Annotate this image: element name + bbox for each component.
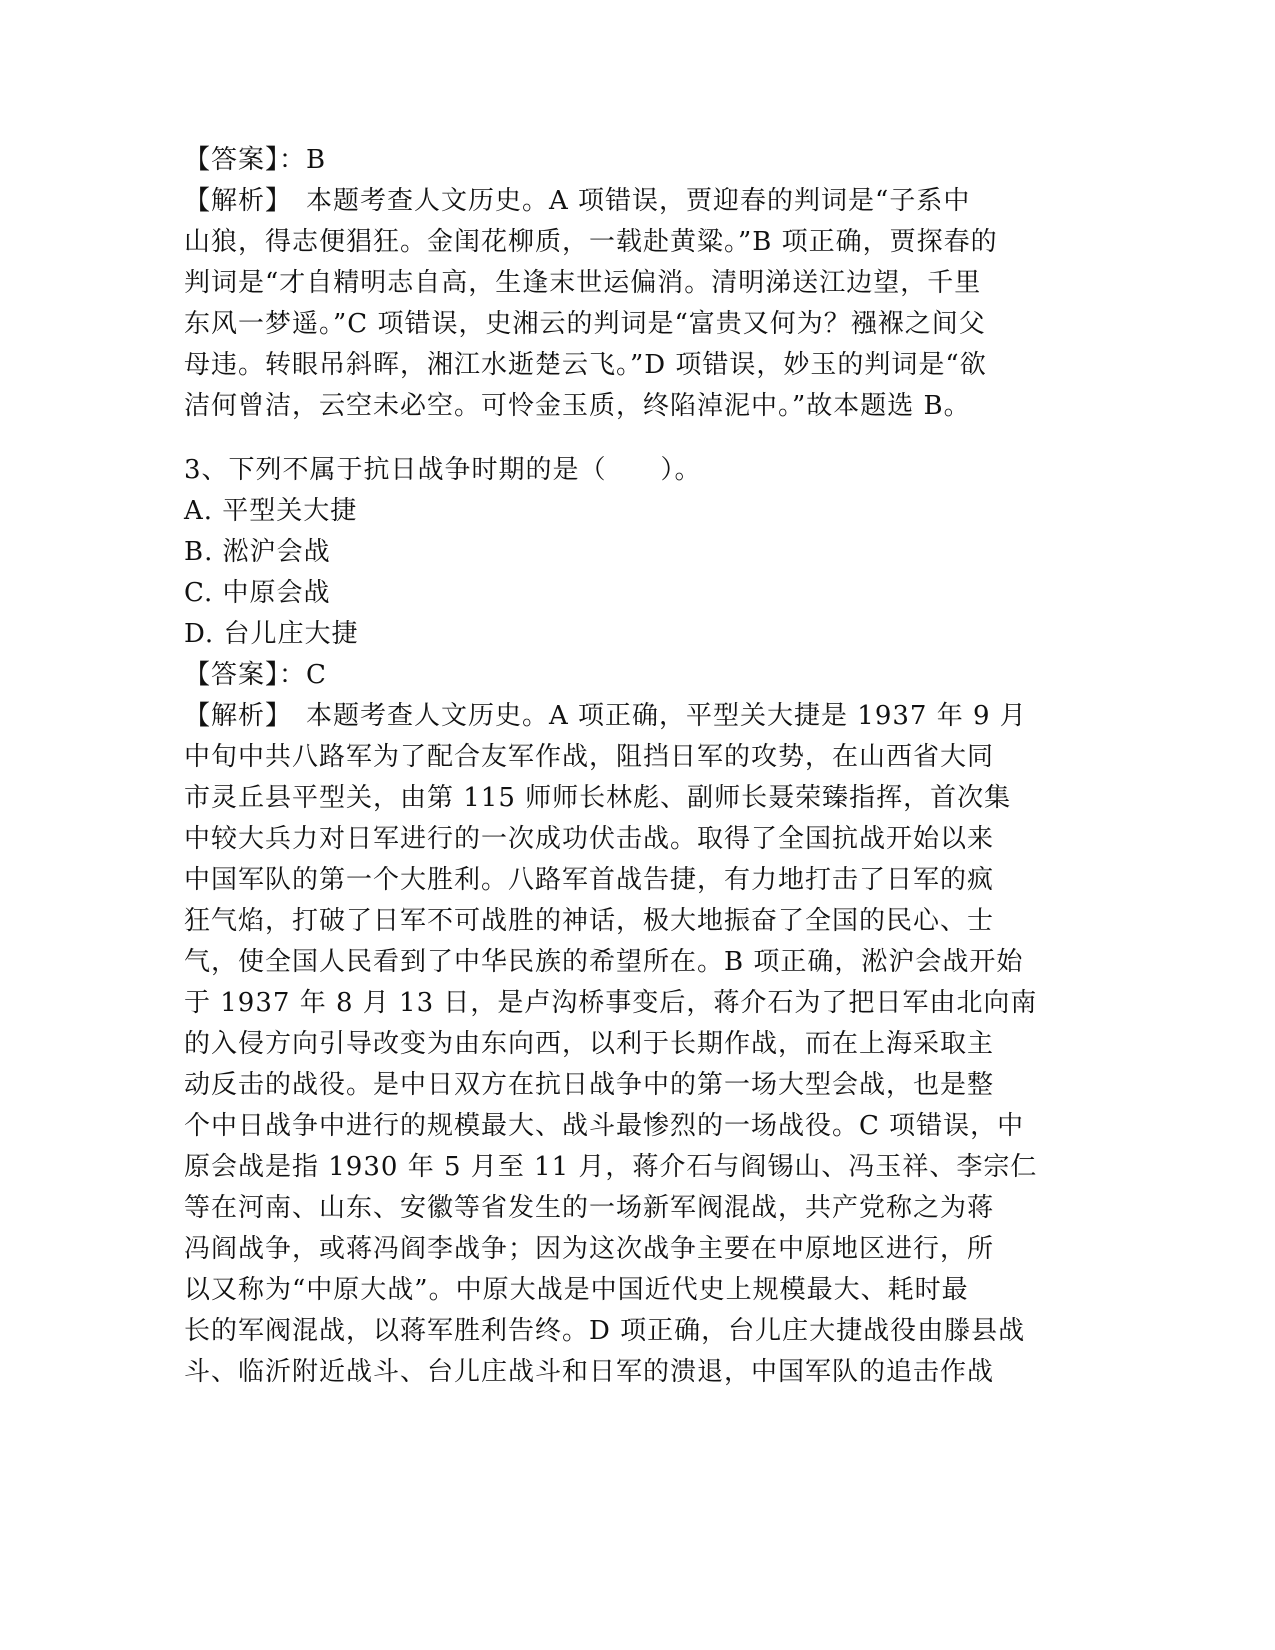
q3-analysis-line: 狂气焰，打破了日军不可战胜的神话，极大地振奋了全国的民心、士 — [184, 906, 995, 936]
q3-analysis-line: 动反击的战役。是中日双方在抗日战争中的第一场大型会战，也是整 — [184, 1070, 995, 1100]
q2-analysis-line: 母违。转眼吊斜晖，湘江水逝楚云飞。”D 项错误，妙玉的判词是“欲 — [184, 350, 987, 380]
q2-analysis-line: 【解析】 本题考查人文历史。A 项错误，贾迎春的判词是“子系中 — [184, 186, 971, 216]
q3-analysis-line: 等在河南、山东、安徽等省发生的一场新军阀混战，共产党称之为蒋 — [184, 1193, 995, 1223]
q3-option-d: D. 台儿庄大捷 — [184, 619, 359, 649]
q2-answer: 【答案】：B — [184, 145, 327, 175]
q2-analysis-line: 洁何曾洁，云空未必空。可怜金玉质，终陷淖泥中。”故本题选 B。 — [184, 391, 971, 421]
q3-option-c: C. 中原会战 — [184, 578, 331, 608]
q2-analysis-line: 判词是“才自精明志自高，生逢末世运偏消。清明涕送江边望，千里 — [184, 268, 982, 298]
q3-question: 3、下列不属于抗日战争时期的是（ ）。 — [184, 455, 702, 485]
q3-option-a: A. 平型关大捷 — [184, 496, 358, 526]
q3-analysis-line: 市灵丘县平型关，由第 115 师师长林彪、副师长聂荣臻指挥，首次集 — [184, 783, 1012, 813]
q3-analysis-line: 中旬中共八路军为了配合友军作战，阻挡日军的攻势，在山西省大同 — [184, 742, 995, 772]
q2-analysis-line: 东风一梦遥。”C 项错误，史湘云的判词是“富贵又何为？襁褓之间父 — [184, 309, 986, 339]
q2-analysis-line: 山狼，得志便猖狂。金闺花柳质，一载赴黄粱。”B 项正确，贾探春的 — [184, 227, 998, 257]
q3-analysis-line: 气，使全国人民看到了中华民族的希望所在。B 项正确，淞沪会战开始 — [184, 947, 1024, 977]
q3-analysis-line: 以又称为“中原大战”。中原大战是中国近代史上规模最大、耗时最 — [184, 1275, 969, 1305]
q3-analysis-line: 于 1937 年 8 月 13 日，是卢沟桥事变后，蒋介石为了把日军由北向南 — [184, 988, 1038, 1018]
q3-analysis-line: 个中日战争中进行的规模最大、战斗最惨烈的一场战役。C 项错误，中 — [184, 1111, 1025, 1141]
q3-analysis-line: 长的军阀混战，以蒋军胜利告终。D 项正确，台儿庄大捷战役由滕县战 — [184, 1316, 1026, 1346]
q3-analysis-line: 斗、临沂附近战斗、台儿庄战斗和日军的溃退，中国军队的追击作战 — [184, 1357, 995, 1387]
q3-analysis-line: 中较大兵力对日军进行的一次成功伏击战。取得了全国抗战开始以来 — [184, 824, 995, 854]
q3-analysis-line: 中国军队的第一个大胜利。八路军首战告捷，有力地打击了日军的疯 — [184, 865, 995, 895]
q3-option-b: B. 淞沪会战 — [184, 537, 331, 567]
q3-analysis-line: 冯阎战争，或蒋冯阎李战争；因为这次战争主要在中原地区进行，所 — [184, 1234, 995, 1264]
q3-analysis-line: 的入侵方向引导改变为由东向西，以利于长期作战，而在上海采取主 — [184, 1029, 995, 1059]
q3-answer: 【答案】：C — [184, 660, 327, 690]
q3-analysis-line: 原会战是指 1930 年 5 月至 11 月，蒋介石与阎锡山、冯玉祥、李宗仁 — [184, 1152, 1038, 1182]
q3-analysis-line: 【解析】 本题考查人文历史。A 项正确，平型关大捷是 1937 年 9 月 — [184, 701, 1027, 731]
